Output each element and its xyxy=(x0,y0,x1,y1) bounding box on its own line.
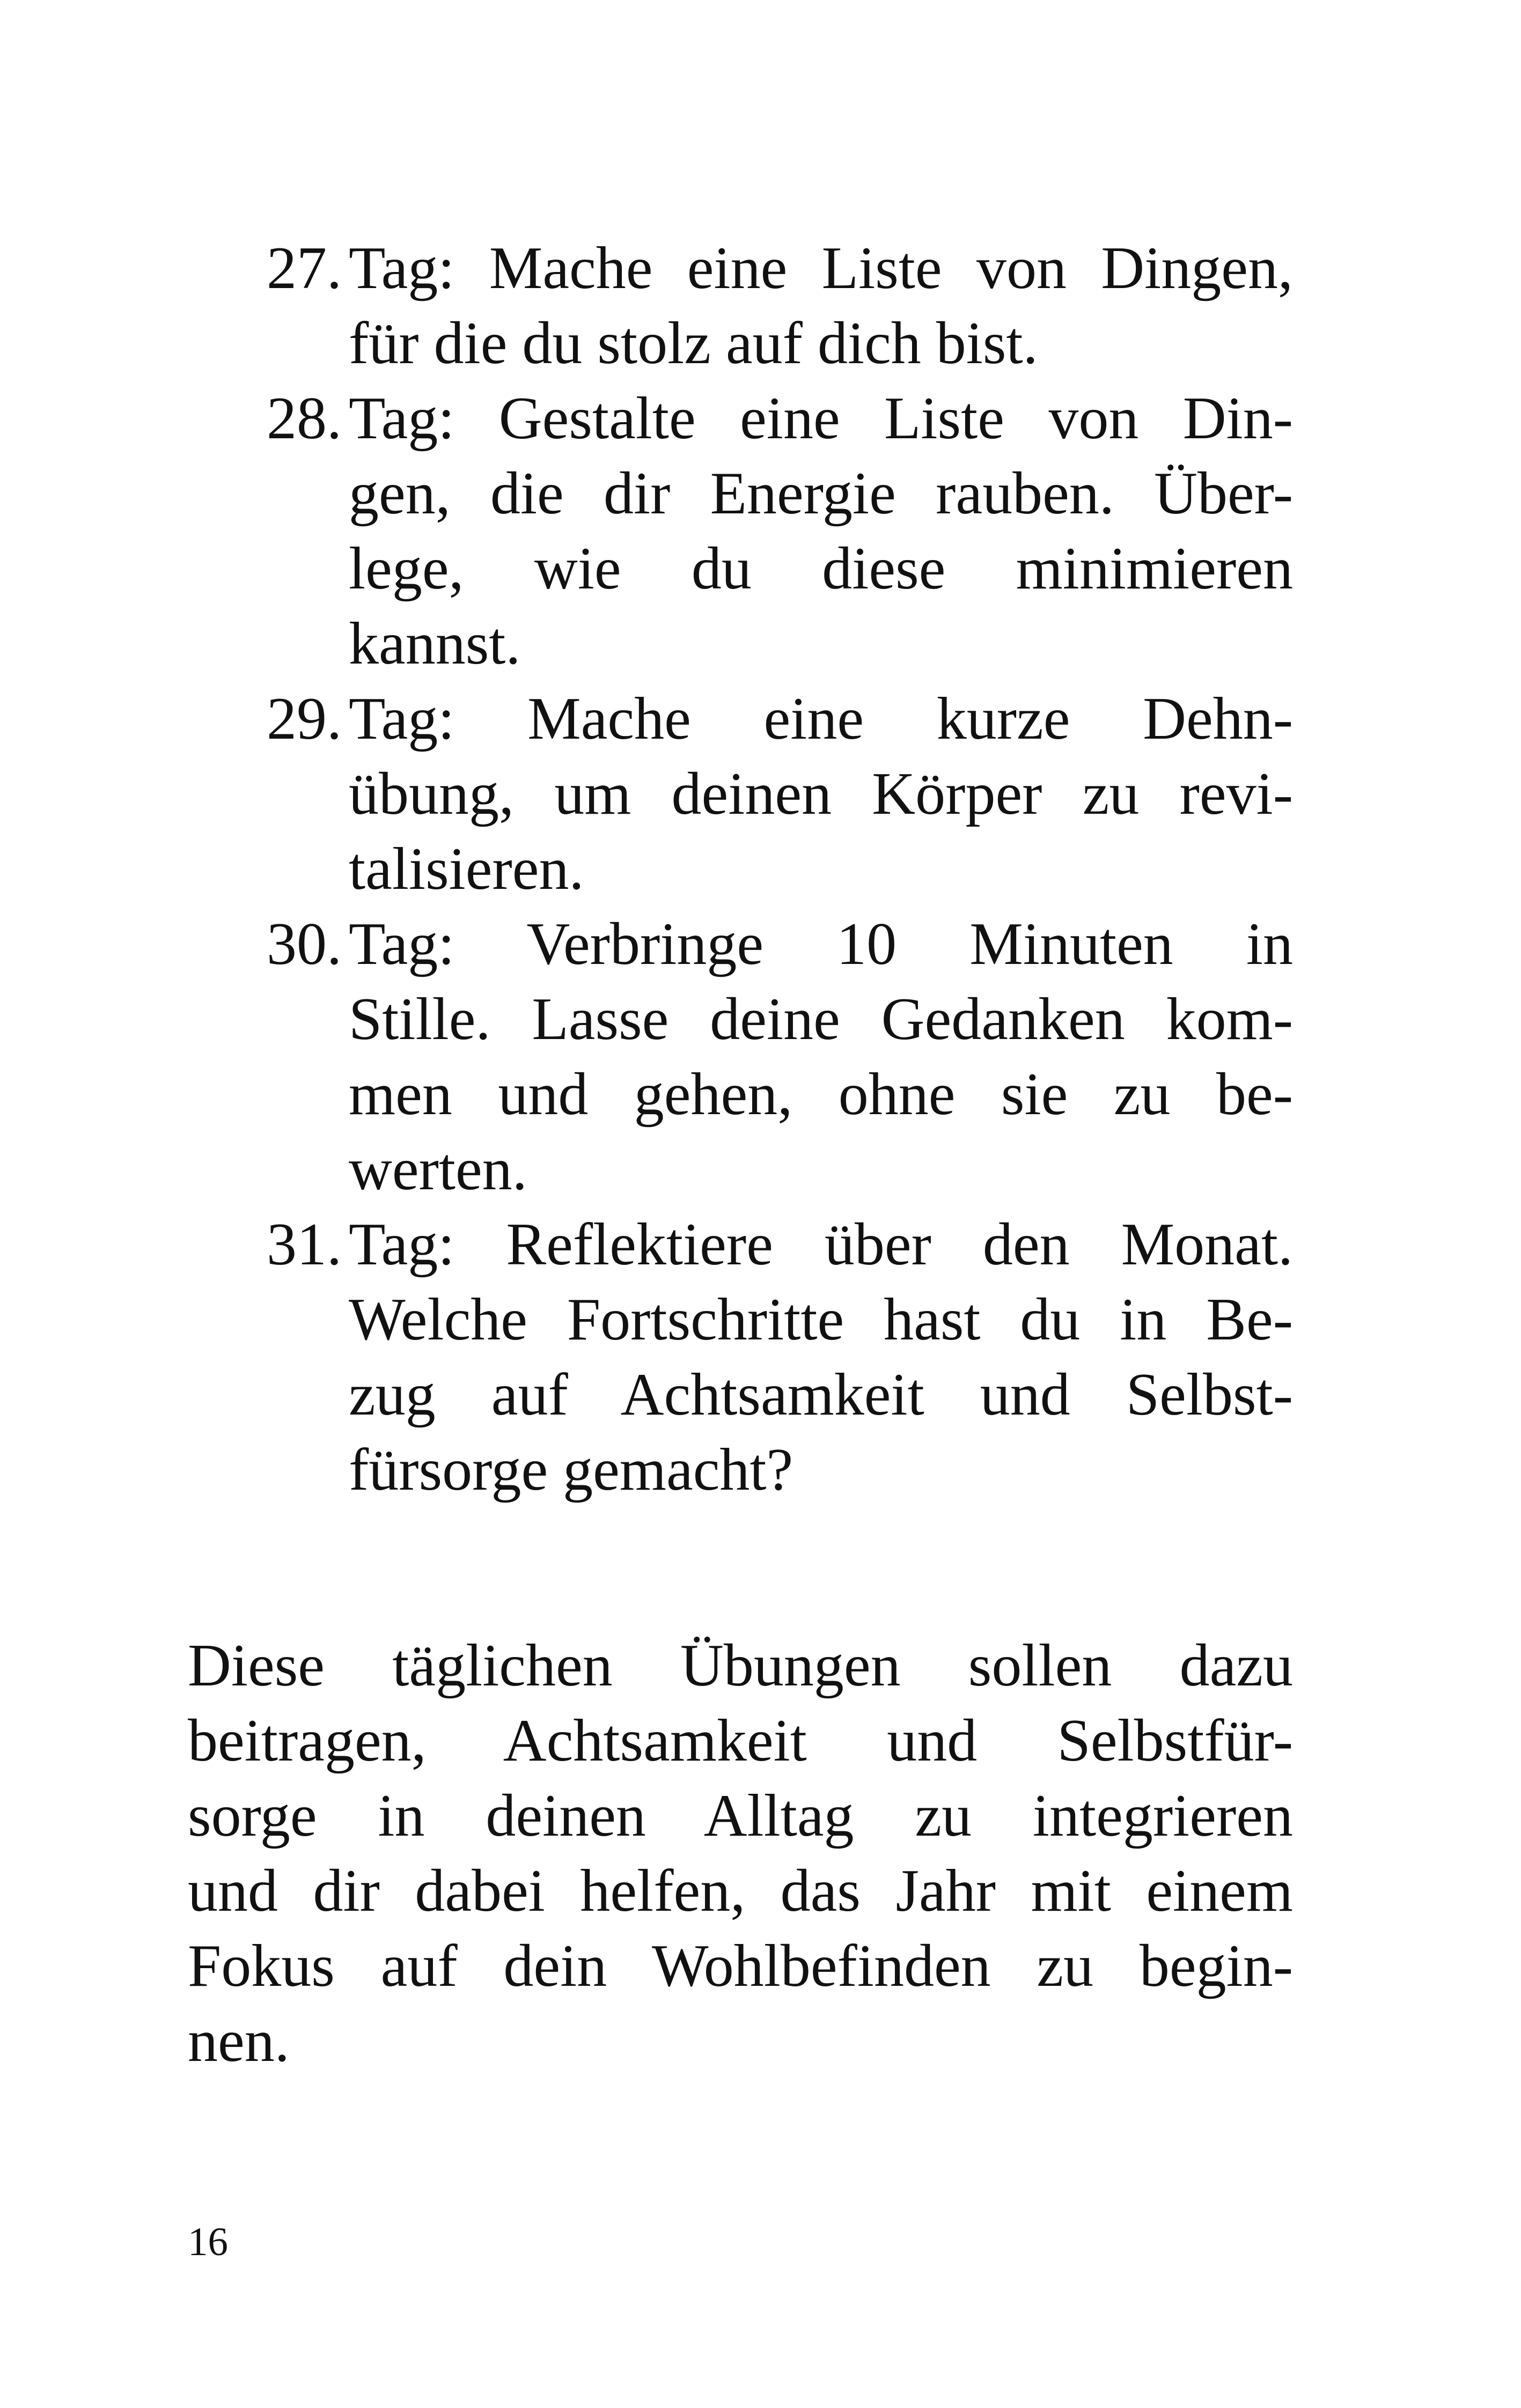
list-item-line: Tag: Mache eine kurze Dehn- xyxy=(349,686,1293,752)
paragraph-line: und dir dabei helfen, das Jahr mit einem xyxy=(188,1858,1293,1924)
list-item-line: Tag: Verbringe 10 Minuten in xyxy=(349,911,1293,977)
list-item-number: 27. xyxy=(267,235,342,301)
list-item-line: Stille. Lasse deine Gedanken kom- xyxy=(349,986,1293,1052)
list-item-line: Welche Fortschritte hast du in Be- xyxy=(349,1286,1293,1353)
list-item-line: werten. xyxy=(349,1136,527,1203)
paragraph-line: Fokus auf dein Wohlbefinden zu begin- xyxy=(188,1933,1293,1999)
list-item-number: 29. xyxy=(267,686,342,752)
list-item-line: Tag: Mache eine Liste von Dingen, xyxy=(349,235,1293,301)
list-item-line: übung, um deinen Körper zu revi- xyxy=(349,761,1293,827)
list-item-line: fürsorge gemacht? xyxy=(349,1437,793,1503)
list-item-line: zug auf Achtsamkeit und Selbst- xyxy=(349,1361,1293,1428)
paragraph-line: beitragen, Achtsamkeit und Selbstfür- xyxy=(188,1707,1293,1774)
list-item-line: kannst. xyxy=(349,610,521,677)
list-item-line: Tag: Gestalte eine Liste von Din- xyxy=(349,385,1293,452)
paragraph-line: Diese täglichen Übungen sollen dazu xyxy=(188,1632,1293,1699)
list-item-line: men und gehen, ohne sie zu be- xyxy=(349,1061,1293,1128)
list-item-line: für die du stolz auf dich bist. xyxy=(349,310,1038,377)
list-item-line: gen, die dir Energie rauben. Über- xyxy=(349,460,1293,527)
list-item-number: 31. xyxy=(267,1211,342,1278)
list-item-number: 28. xyxy=(267,385,342,452)
list-item-line: lege, wie du diese minimieren xyxy=(349,535,1293,602)
paragraph-line: nen. xyxy=(188,2008,290,2074)
list-item-line: talisieren. xyxy=(349,836,584,902)
page-number: 16 xyxy=(188,2220,228,2264)
list-item-line: Tag: Reflektiere über den Monat. xyxy=(349,1211,1293,1278)
list-item-number: 30. xyxy=(267,911,342,977)
paragraph-line: sorge in deinen Alltag zu integrieren xyxy=(188,1783,1293,1849)
